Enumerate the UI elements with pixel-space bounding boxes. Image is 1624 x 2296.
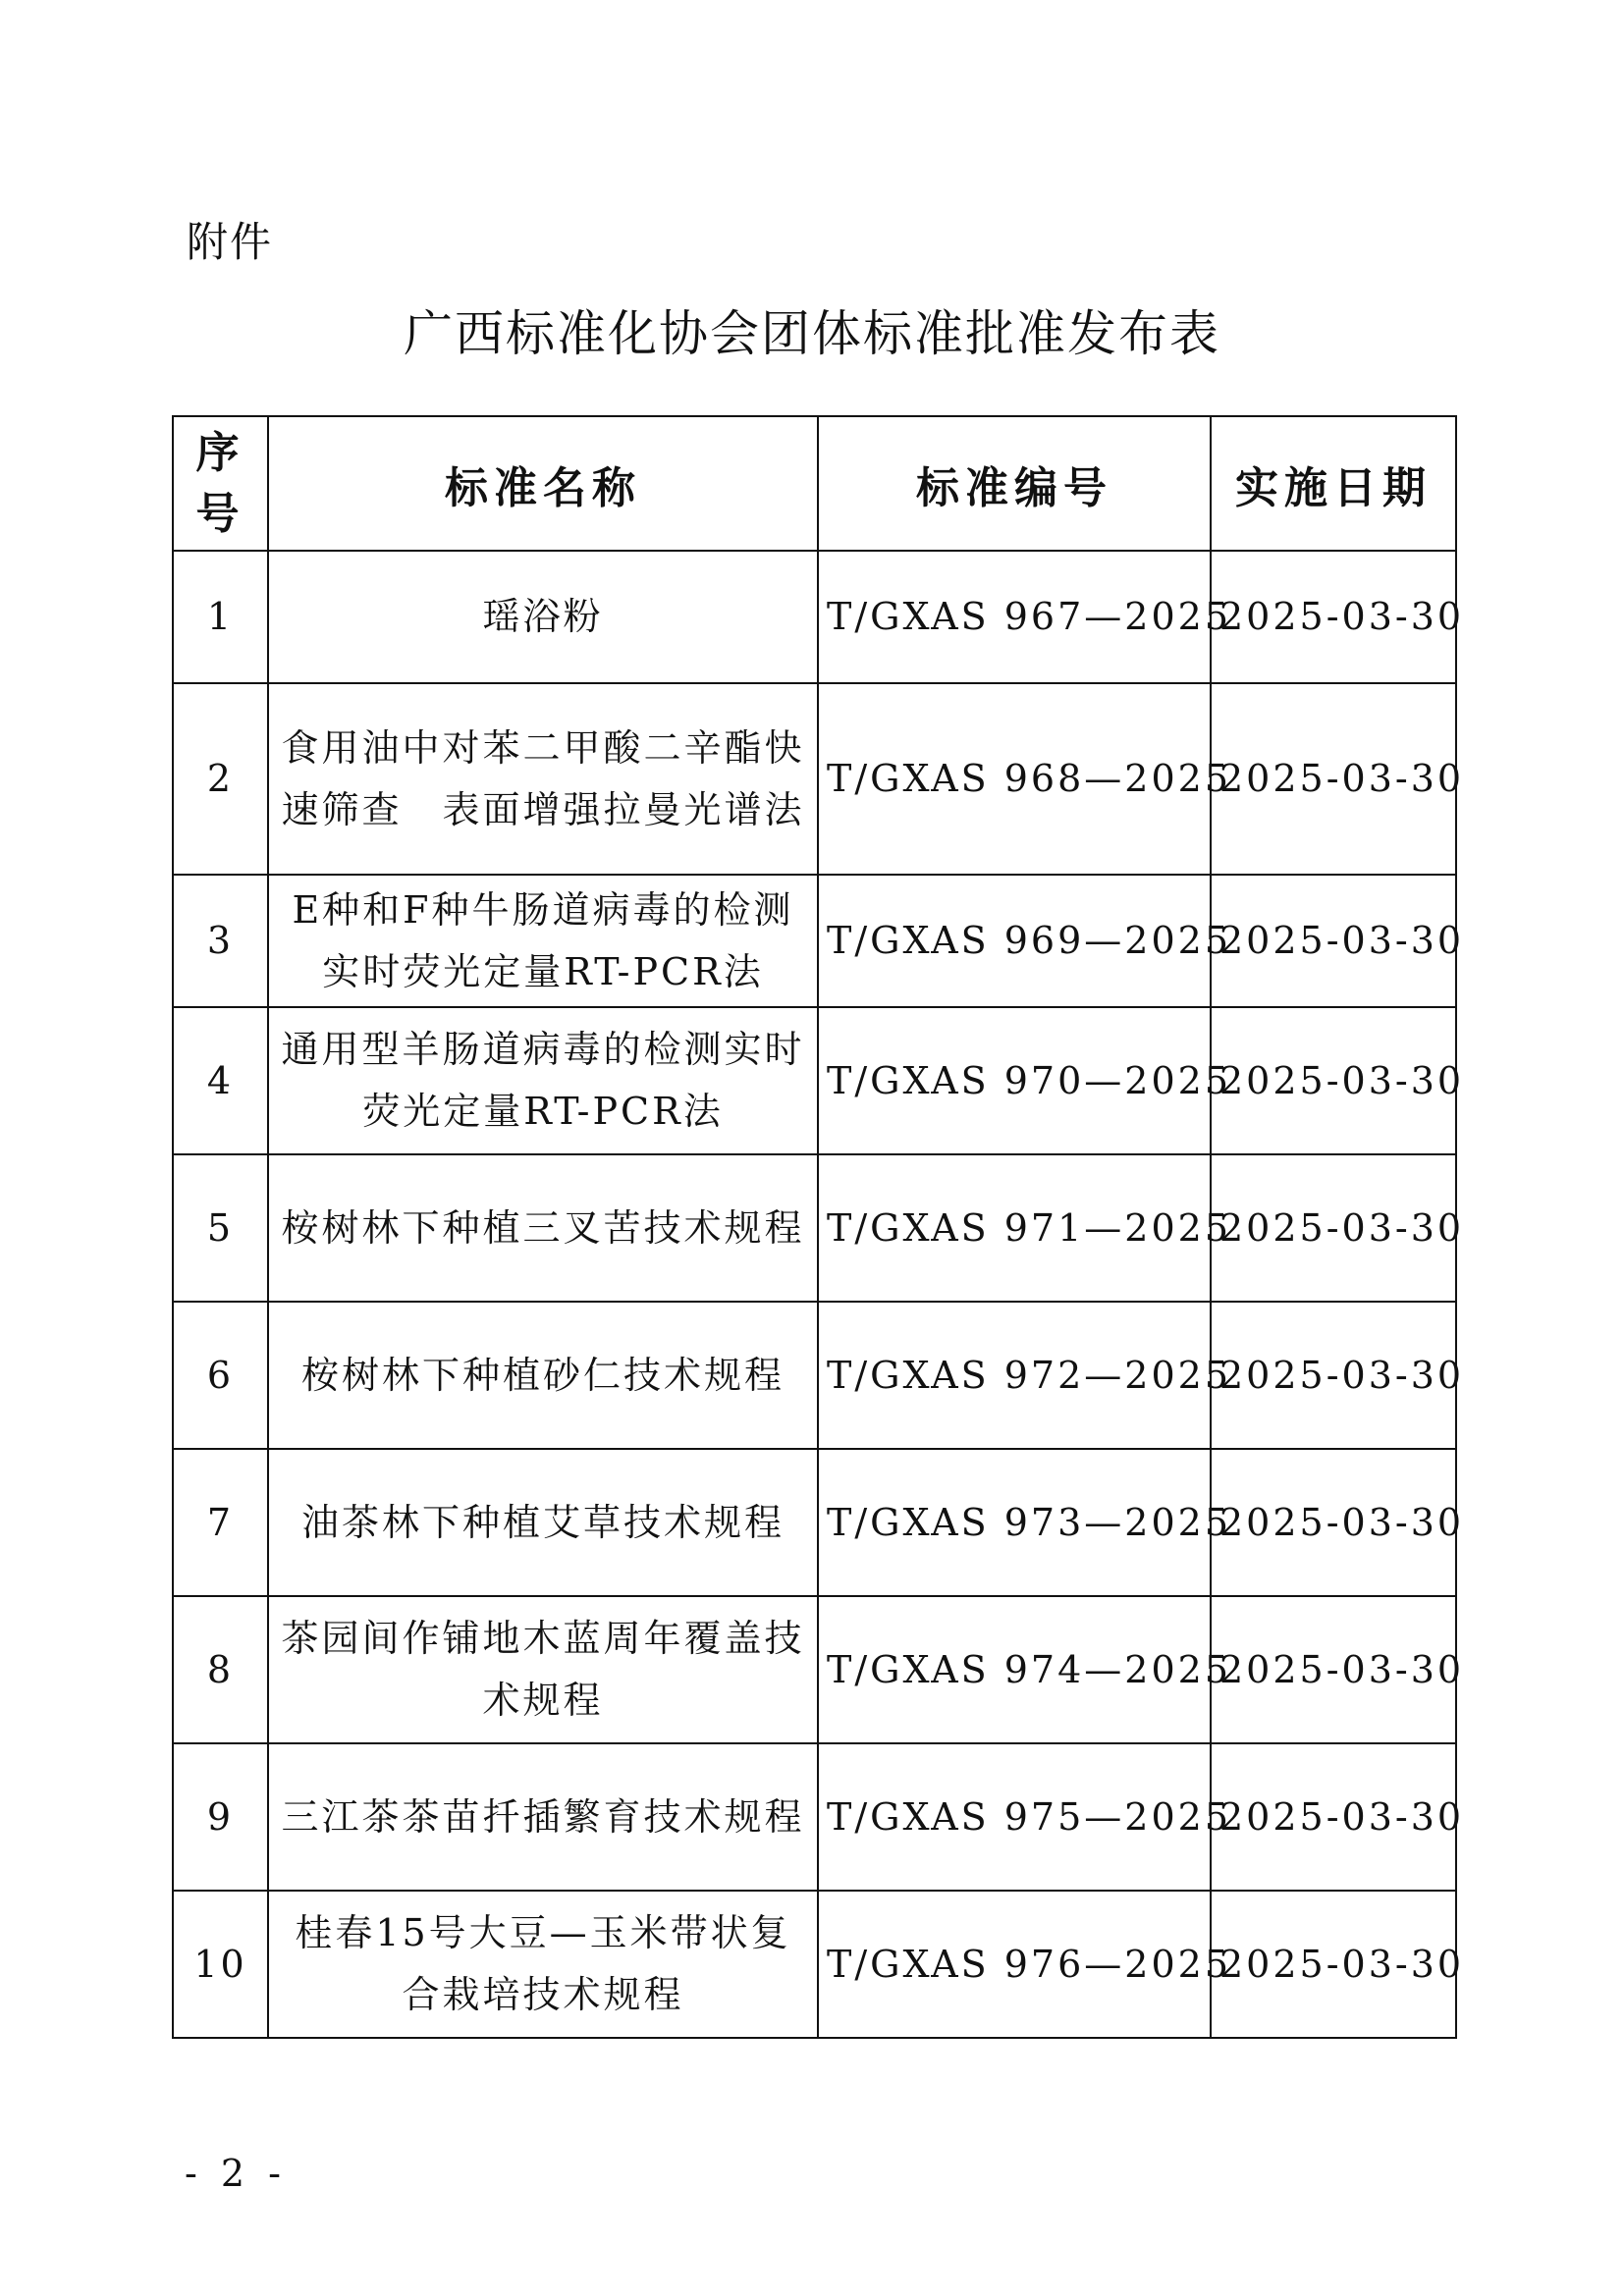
- table-row: [173, 1007, 1456, 1154]
- standard-name: 桉树林下种植三叉苦技术规程: [268, 1154, 818, 1302]
- row-number: 6: [173, 1302, 268, 1449]
- document-title: 广西标准化协会团体标准批准发布表: [404, 305, 1220, 362]
- standard-name: 食用油中对苯二甲酸二辛酯快速筛查 表面增强拉曼光谱法: [268, 683, 818, 875]
- implementation-date: 2025-03-30: [1211, 1007, 1456, 1154]
- row-number: 2: [173, 683, 268, 875]
- table-row: [173, 1891, 1456, 2038]
- standard-name: 瑶浴粉: [268, 551, 818, 683]
- table-row: [173, 1743, 1456, 1891]
- standard-code: T/GXAS 974—2025: [818, 1596, 1211, 1743]
- table-header-row: [173, 416, 1456, 551]
- standard-code: T/GXAS 970—2025: [818, 1007, 1211, 1154]
- row-number: 4: [173, 1007, 268, 1154]
- standard-code: T/GXAS 975—2025: [818, 1743, 1211, 1891]
- standard-code: T/GXAS 972—2025: [818, 1302, 1211, 1449]
- standard-code: T/GXAS 973—2025: [818, 1449, 1211, 1596]
- implementation-date: 2025-03-30: [1211, 1596, 1456, 1743]
- standard-code: T/GXAS 971—2025: [818, 1154, 1211, 1302]
- header-implementation-date: 实施日期: [1211, 416, 1456, 551]
- table-row: [173, 875, 1456, 1007]
- standard-code: T/GXAS 968—2025: [818, 683, 1211, 875]
- page-number: - 2 -: [185, 2152, 288, 2195]
- table-row: [173, 1449, 1456, 1596]
- row-number: 9: [173, 1743, 268, 1891]
- row-number: 1: [173, 551, 268, 683]
- header-serial-number: [173, 416, 268, 551]
- standard-name: 通用型羊肠道病毒的检测实时荧光定量RT-PCR法: [268, 1007, 818, 1154]
- standard-name: 油茶林下种植艾草技术规程: [268, 1449, 818, 1596]
- implementation-date: 2025-03-30: [1211, 1743, 1456, 1891]
- standard-name: 三江茶茶苗扦插繁育技术规程: [268, 1743, 818, 1891]
- standard-code: T/GXAS 976—2025: [818, 1891, 1211, 2038]
- header-standard-code: 标准编号: [818, 416, 1211, 551]
- standard-code: T/GXAS 969—2025: [818, 875, 1211, 1007]
- implementation-date: 2025-03-30: [1211, 551, 1456, 683]
- row-number: 8: [173, 1596, 268, 1743]
- standard-code: T/GXAS 967—2025: [818, 551, 1211, 683]
- header-serial-bottom: 号: [195, 488, 245, 539]
- standard-name: E种和F种牛肠道病毒的检测实时荧光定量RT-PCR法: [268, 875, 818, 1007]
- implementation-date: 2025-03-30: [1211, 1891, 1456, 2038]
- attachment-label: 附件: [187, 218, 274, 266]
- standards-table: [172, 415, 1465, 2039]
- standard-name: 茶园间作铺地木蓝周年覆盖技术规程: [268, 1596, 818, 1743]
- standard-name: 桂春15号大豆—玉米带状复合栽培技术规程: [268, 1891, 818, 2038]
- implementation-date: 2025-03-30: [1211, 683, 1456, 875]
- row-number: 5: [173, 1154, 268, 1302]
- implementation-date: 2025-03-30: [1211, 1449, 1456, 1596]
- table-row: [173, 551, 1456, 683]
- row-number: 3: [173, 875, 268, 1007]
- table-row: [173, 1596, 1456, 1743]
- header-standard-name: 标准名称: [268, 416, 818, 551]
- implementation-date: 2025-03-30: [1211, 1302, 1456, 1449]
- table-row: [173, 683, 1456, 875]
- row-number: 7: [173, 1449, 268, 1596]
- table-row: [173, 1302, 1456, 1449]
- header-serial-top: 序: [195, 427, 245, 478]
- implementation-date: 2025-03-30: [1211, 875, 1456, 1007]
- implementation-date: 2025-03-30: [1211, 1154, 1456, 1302]
- table-row: [173, 1154, 1456, 1302]
- row-number: 10: [173, 1891, 268, 2038]
- standard-name: 桉树林下种植砂仁技术规程: [268, 1302, 818, 1449]
